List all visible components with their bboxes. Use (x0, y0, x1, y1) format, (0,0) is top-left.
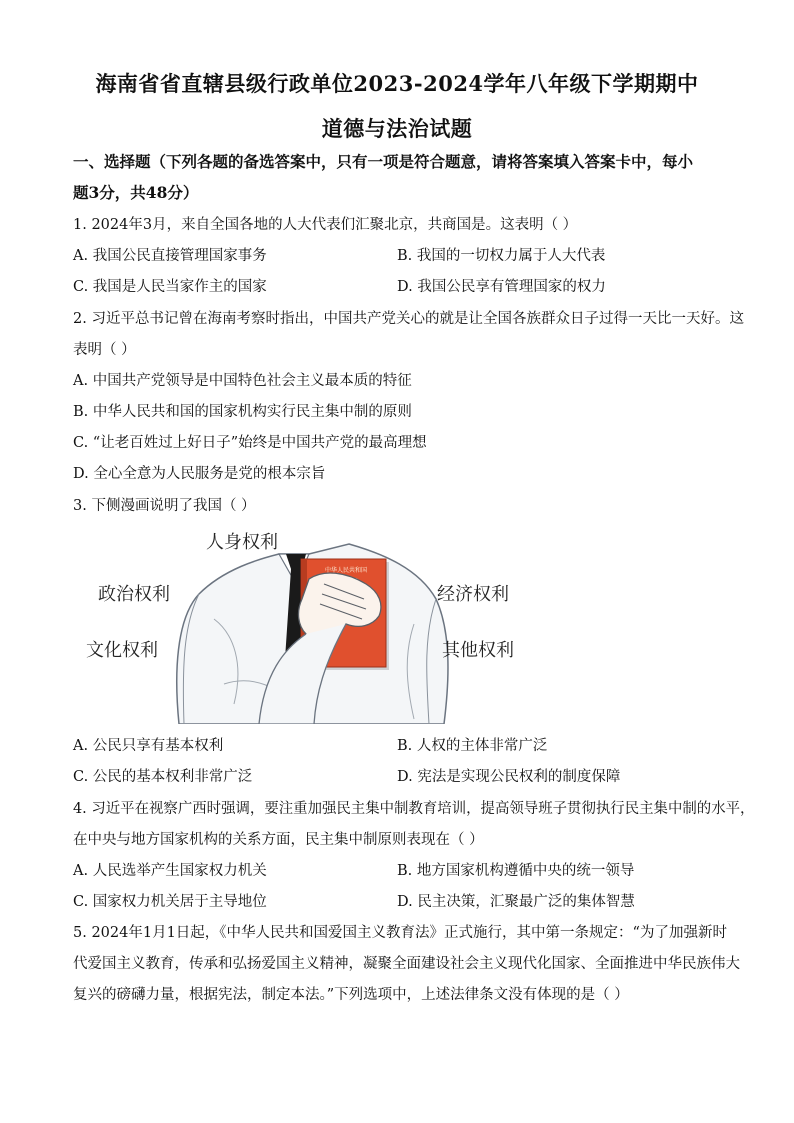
question-1-stem: 1. 2024年3月，来自全国各地的人大代表们汇聚北京，共商国是。这表明（ ） (73, 217, 578, 233)
question-3-option-c: C. 公民的基本权利非常广泛 (73, 769, 253, 785)
question-2-option-c: C. “让老百姓过上好日子”始终是中国共产党的最高理想 (73, 435, 427, 451)
question-2-stem-line1: 2. 习近平总书记曾在海南考察时指出，中国共产党关心的就是让全国各族群众日子过得一天比一天好。这 (73, 311, 744, 327)
question-2-stem-line2: 表明（ ） (73, 342, 136, 358)
label-economic-rights: 经济权利 (437, 584, 509, 605)
question-2-option-a: A. 中国共产党领导是中国特色社会主义最本质的特征 (73, 373, 412, 389)
question-4-option-d: D. 民主决策，汇聚最广泛的集体智慧 (397, 894, 635, 910)
question-5-stem-line2: 代爱国主义教育，传承和弘扬爱国主义精神，凝聚全面建设社会主义现代化国家、全面推进中华民族伟大 (73, 956, 740, 972)
section-heading-line2: 题3分，共48分） (73, 183, 199, 202)
question-3-option-b: B. 人权的主体非常广泛 (397, 738, 548, 754)
question-1-option-a: A. 我国公民直接管理国家事务 (73, 248, 267, 264)
section-heading-line1: 一、选择题（下列各题的备选答案中，只有一项是符合题意，请将答案填入答案卡中，每小 (73, 152, 694, 171)
question-1-option-d: D. 我国公民享有管理国家的权力 (397, 279, 606, 295)
question-2-option-b: B. 中华人民共和国的国家机构实行民主集中制的原则 (73, 404, 412, 420)
question-5-stem-line3: 复兴的磅礴力量，根据宪法，制定本法。”下列选项中，上述法律条文没有体现的是（ ） (73, 987, 629, 1003)
label-personal-rights: 人身权利 (206, 532, 278, 553)
question-5-stem-line1: 5. 2024年1月1日起，《中华人民共和国爱国主义教育法》正式施行，其中第一条规定：“为了加强新时 (73, 925, 727, 941)
exam-title-line2: 道德与法治试题 (321, 116, 473, 141)
label-other-rights: 其他权利 (442, 640, 514, 661)
question-4-stem-line1: 4. 习近平在视察广西时强调，要注重加强民主集中制教育培训，提高领导班子贯彻执行民主集中制的水平， (73, 801, 755, 817)
exam-title-line1: 海南省省直辖县级行政单位2023-2024学年八年级下学期期中 (95, 71, 699, 96)
question-4-option-a: A. 人民选举产生国家权力机关 (73, 863, 267, 879)
question-3-option-d: D. 宪法是实现公民权利的制度保障 (397, 769, 621, 785)
question-1-option-c: C. 我国是人民当家作主的国家 (73, 279, 267, 295)
book-cover-small-text: 中华人民共和国 (324, 567, 368, 574)
label-cultural-rights: 文化权利 (86, 640, 158, 661)
question-3-option-a: A. 公民只享有基本权利 (73, 738, 224, 754)
question-4-option-c: C. 国家权力机关居于主导地位 (73, 894, 267, 910)
constitution-cartoon (84, 524, 530, 724)
question-2-option-d: D. 全心全意为人民服务是党的根本宗旨 (73, 466, 326, 482)
question-1-option-b: B. 我国的一切权力属于人大代表 (397, 248, 606, 264)
question-4-option-b: B. 地方国家机构遵循中央的统一领导 (397, 863, 635, 879)
question-3-stem: 3. 下侧漫画说明了我国（ ） (73, 498, 256, 514)
label-political-rights: 政治权利 (98, 584, 170, 605)
question-4-stem-line2: 在中央与地方国家机构的关系方面，民主集中制原则表现在（ ） (73, 832, 484, 848)
cartoon-illustration (84, 524, 530, 724)
